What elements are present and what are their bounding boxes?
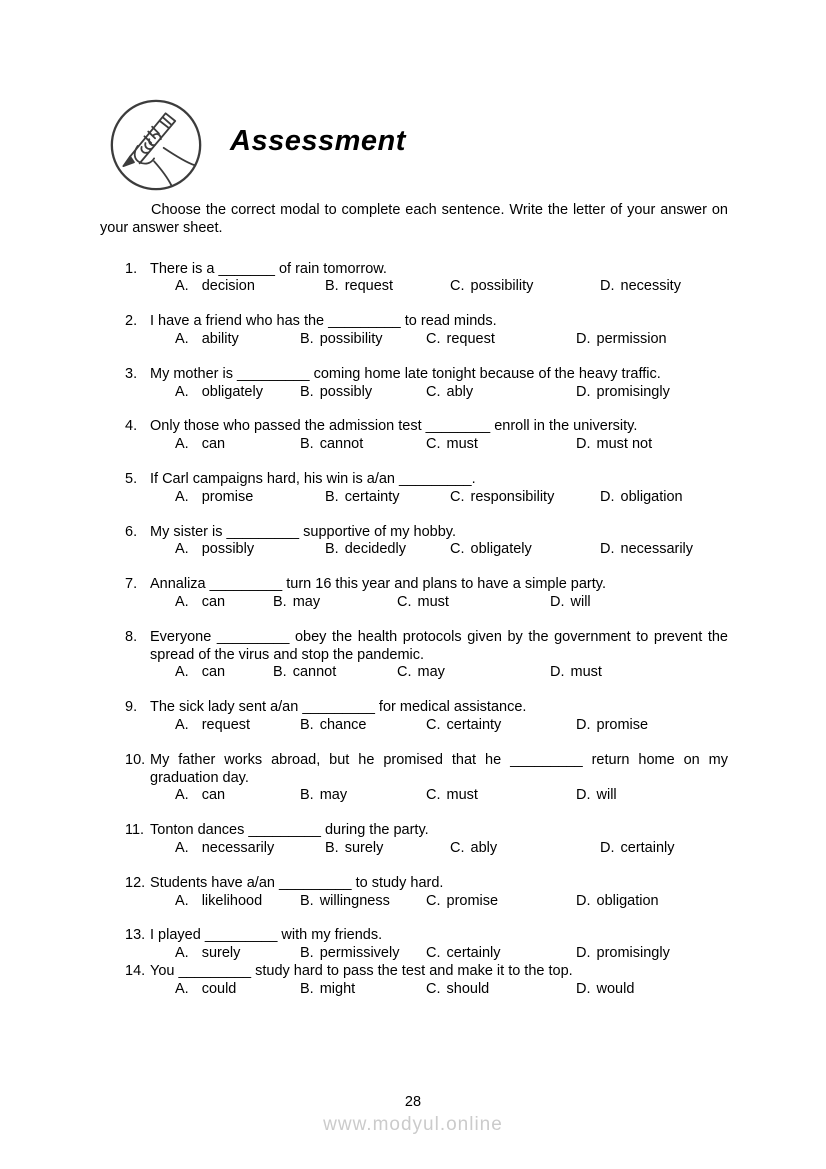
option-d xyxy=(576,331,667,349)
question-item xyxy=(125,471,728,507)
question-item xyxy=(125,699,728,735)
option-text: obligately xyxy=(470,541,532,558)
option-letter: A. xyxy=(175,839,189,856)
option-letter: D. xyxy=(600,278,615,295)
option-text: must xyxy=(570,664,602,681)
question-text: Annaliza _________ turn 16 this year and plans to have a simple party. xyxy=(150,576,606,593)
option-text: could xyxy=(201,980,237,997)
option-d xyxy=(600,278,681,296)
option-letter: D. xyxy=(576,383,591,400)
option-c xyxy=(426,331,576,349)
options-row xyxy=(175,893,728,911)
option-text: certainly xyxy=(620,839,675,856)
question-number: 11. xyxy=(125,822,145,839)
option-text: certainty xyxy=(446,716,502,733)
option-letter: B. xyxy=(300,436,314,453)
option-text: ability xyxy=(201,330,239,347)
question-item xyxy=(125,875,728,911)
option-letter: A. xyxy=(175,980,189,997)
option-text: cannot xyxy=(319,436,364,453)
question-number: 10. xyxy=(125,751,146,768)
option-text: ably xyxy=(446,383,474,400)
option-text: necessarily xyxy=(620,541,694,558)
option-letter: C. xyxy=(426,980,441,997)
option-d xyxy=(600,840,675,858)
options-row xyxy=(175,981,728,999)
option-text: will xyxy=(596,787,617,804)
option-text: must not xyxy=(596,436,653,453)
option-text: must xyxy=(446,436,478,453)
option-text: request xyxy=(344,278,394,295)
question-item xyxy=(125,576,728,612)
option-text: certainly xyxy=(446,945,501,962)
option-letter: B. xyxy=(273,664,287,681)
question-item xyxy=(125,822,728,858)
option-c xyxy=(397,664,550,682)
option-letter: D. xyxy=(576,330,591,347)
question-number: 9. xyxy=(125,699,138,716)
option-text: certainty xyxy=(344,488,400,505)
option-text: may xyxy=(417,664,445,681)
option-d xyxy=(550,594,591,612)
option-text: promise xyxy=(596,716,649,733)
question-number: 7. xyxy=(125,576,138,593)
option-text: can xyxy=(201,664,226,681)
option-text: permission xyxy=(596,330,667,347)
option-letter: D. xyxy=(550,664,565,681)
option-text: decidedly xyxy=(344,541,406,558)
assessment-header xyxy=(108,96,728,194)
option-letter: D. xyxy=(550,593,565,610)
option-c xyxy=(450,489,600,507)
option-text: possibility xyxy=(319,330,383,347)
option-letter: B. xyxy=(273,593,287,610)
option-text: promise xyxy=(446,892,499,909)
option-c xyxy=(426,717,576,735)
option-text: will xyxy=(570,593,591,610)
page-title: Assessment xyxy=(230,125,406,158)
option-a xyxy=(175,489,325,507)
option-letter: C. xyxy=(397,664,412,681)
question-number: 6. xyxy=(125,523,138,540)
option-text: can xyxy=(201,593,226,610)
options-row xyxy=(175,278,728,296)
question-number: 3. xyxy=(125,365,138,382)
question-item xyxy=(125,752,728,805)
option-c xyxy=(397,594,550,612)
option-letter: C. xyxy=(426,383,441,400)
options-row xyxy=(175,384,728,402)
question-text: Tonton dances _________ during the party. xyxy=(150,822,429,839)
option-letter: C. xyxy=(426,330,441,347)
question-text: I have a friend who has the _________ to read minds. xyxy=(150,313,497,330)
option-a xyxy=(175,945,300,963)
option-letter: D. xyxy=(576,716,591,733)
option-a xyxy=(175,981,300,999)
option-c xyxy=(426,787,576,805)
option-letter: C. xyxy=(426,436,441,453)
option-d xyxy=(576,436,652,454)
option-text: would xyxy=(596,980,635,997)
option-b xyxy=(325,840,450,858)
question-number: 14. xyxy=(125,962,146,979)
options-row xyxy=(175,331,728,349)
question-number: 8. xyxy=(125,628,138,645)
option-c xyxy=(426,384,576,402)
option-text: cannot xyxy=(292,664,337,681)
option-letter: C. xyxy=(426,945,441,962)
options-row xyxy=(175,717,728,735)
option-text: obligation xyxy=(620,488,683,505)
option-text: can xyxy=(201,787,226,804)
option-b xyxy=(325,489,450,507)
question-number: 2. xyxy=(125,313,138,330)
option-text: promise xyxy=(201,488,254,505)
option-d xyxy=(576,717,648,735)
option-text: promisingly xyxy=(596,945,670,962)
option-b xyxy=(325,278,450,296)
option-letter: D. xyxy=(576,436,591,453)
option-letter: C. xyxy=(450,488,465,505)
option-letter: D. xyxy=(576,787,591,804)
option-c xyxy=(450,840,600,858)
options-row xyxy=(175,840,728,858)
option-text: necessarily xyxy=(201,839,275,856)
question-item xyxy=(125,418,728,454)
option-text: necessity xyxy=(620,278,681,295)
option-text: decision xyxy=(201,278,255,295)
option-text: promisingly xyxy=(596,383,670,400)
question-number: 5. xyxy=(125,470,138,487)
option-text: request xyxy=(446,330,495,347)
option-letter: B. xyxy=(300,330,314,347)
option-a xyxy=(175,331,300,349)
option-d xyxy=(600,489,683,507)
option-text: possibly xyxy=(319,383,373,400)
option-text: must xyxy=(417,593,449,610)
option-text: ably xyxy=(470,839,498,856)
option-a xyxy=(175,787,300,805)
option-letter: D. xyxy=(576,892,591,909)
option-letter: A. xyxy=(175,278,189,295)
option-c xyxy=(450,541,600,559)
option-letter: B. xyxy=(325,278,339,295)
option-b xyxy=(300,384,426,402)
option-text: obligately xyxy=(201,383,263,400)
option-b xyxy=(300,981,426,999)
option-letter: B. xyxy=(325,488,339,505)
question-text: My mother is _________ coming home late tonight because of the heavy traffic. xyxy=(150,365,661,382)
instructions-text: Choose the correct modal to complete each sentence. Write the letter of your answer on your answer sheet. xyxy=(100,202,728,236)
option-text: might xyxy=(319,980,356,997)
question-number: 4. xyxy=(125,418,138,435)
option-letter: A. xyxy=(175,716,189,733)
question-text: Everyone _________ obey the health protocols given by the government to prevent the spread of the virus and stop the pandemic. xyxy=(150,628,728,663)
option-letter: C. xyxy=(450,541,465,558)
option-letter: A. xyxy=(175,541,189,558)
watermark-text: www.modyul.online xyxy=(323,1114,503,1135)
option-text: possibility xyxy=(470,278,534,295)
option-a xyxy=(175,840,325,858)
option-letter: C. xyxy=(426,787,441,804)
option-text: willingness xyxy=(319,892,390,909)
options-row xyxy=(175,541,728,559)
question-item xyxy=(125,366,728,402)
question-text: I played _________ with my friends. xyxy=(150,927,383,944)
option-letter: B. xyxy=(300,980,314,997)
option-text: may xyxy=(292,593,321,610)
question-item xyxy=(125,313,728,349)
option-letter: B. xyxy=(300,945,314,962)
option-letter: C. xyxy=(426,716,441,733)
option-d xyxy=(576,384,670,402)
questions-list xyxy=(100,261,728,999)
option-a xyxy=(175,541,325,559)
option-letter: B. xyxy=(325,541,339,558)
option-b xyxy=(325,541,450,559)
question-text: My sister is _________ supportive of my hobby. xyxy=(150,523,457,540)
option-a xyxy=(175,893,300,911)
question-text: You _________ study hard to pass the test and make it to the top. xyxy=(150,962,573,979)
question-text: My father works abroad, but he promised that he _________ return home on my graduation day. xyxy=(150,751,728,786)
question-item xyxy=(125,963,728,999)
option-letter: D. xyxy=(576,945,591,962)
question-number: 1. xyxy=(125,260,138,277)
option-d xyxy=(576,945,670,963)
option-letter: D. xyxy=(600,839,615,856)
option-a xyxy=(175,436,300,454)
option-letter: A. xyxy=(175,593,189,610)
question-number: 12. xyxy=(125,874,146,891)
option-text: must xyxy=(446,787,478,804)
option-text: obligation xyxy=(596,892,659,909)
option-d xyxy=(600,541,693,559)
question-text: There is a _______ of rain tomorrow. xyxy=(150,260,387,277)
option-text: can xyxy=(201,436,226,453)
option-letter: C. xyxy=(450,839,465,856)
option-letter: A. xyxy=(175,383,189,400)
option-a xyxy=(175,278,325,296)
option-a xyxy=(175,717,300,735)
page-number: 28 xyxy=(404,1094,422,1110)
option-b xyxy=(300,945,426,963)
question-number: 13. xyxy=(125,927,146,944)
option-a xyxy=(175,664,273,682)
option-letter: D. xyxy=(600,488,615,505)
option-d xyxy=(550,664,602,682)
options-row xyxy=(175,489,728,507)
question-text: If Carl campaigns hard, his win is a/an _________. xyxy=(150,470,476,487)
option-text: chance xyxy=(319,716,367,733)
option-d xyxy=(576,893,659,911)
option-text: permissively xyxy=(319,945,400,962)
question-text: The sick lady sent a/an _________ for medical assistance. xyxy=(150,699,527,716)
options-row xyxy=(175,436,728,454)
option-b xyxy=(300,787,426,805)
option-d xyxy=(576,981,634,999)
option-letter: D. xyxy=(600,541,615,558)
option-letter: A. xyxy=(175,787,189,804)
writing-hand-icon xyxy=(108,96,204,194)
option-b xyxy=(300,893,426,911)
options-row xyxy=(175,787,728,805)
option-letter: B. xyxy=(300,892,314,909)
option-text: surely xyxy=(344,839,384,856)
options-row xyxy=(175,945,728,963)
option-c xyxy=(426,893,576,911)
option-letter: A. xyxy=(175,330,189,347)
option-letter: C. xyxy=(397,593,412,610)
option-c xyxy=(426,436,576,454)
option-c xyxy=(426,945,576,963)
option-letter: B. xyxy=(300,787,314,804)
option-text: surely xyxy=(201,945,241,962)
option-b xyxy=(273,594,397,612)
option-letter: B. xyxy=(300,716,314,733)
option-b xyxy=(300,331,426,349)
option-letter: C. xyxy=(426,892,441,909)
option-letter: A. xyxy=(175,945,189,962)
question-item xyxy=(125,524,728,560)
option-b xyxy=(300,717,426,735)
option-c xyxy=(426,981,576,999)
option-text: may xyxy=(319,787,348,804)
option-letter: B. xyxy=(300,383,314,400)
option-text: responsibility xyxy=(470,488,555,505)
option-a xyxy=(175,384,300,402)
option-text: likelihood xyxy=(201,892,263,909)
question-item xyxy=(125,261,728,297)
option-letter: A. xyxy=(175,436,189,453)
question-item xyxy=(125,927,728,963)
option-letter: B. xyxy=(325,839,339,856)
question-text: Students have a/an _________ to study hard. xyxy=(150,874,444,891)
option-c xyxy=(450,278,600,296)
option-letter: D. xyxy=(576,980,591,997)
option-a xyxy=(175,594,273,612)
option-d xyxy=(576,787,617,805)
question-text: Only those who passed the admission test ________ enroll in the university. xyxy=(150,418,638,435)
option-text: request xyxy=(201,716,251,733)
option-b xyxy=(273,664,397,682)
option-letter: A. xyxy=(175,488,189,505)
option-text: possibly xyxy=(201,541,255,558)
options-row xyxy=(175,664,728,682)
options-row xyxy=(175,594,728,612)
option-letter: A. xyxy=(175,892,189,909)
option-b xyxy=(300,436,426,454)
option-text: should xyxy=(446,980,490,997)
option-letter: C. xyxy=(450,278,465,295)
option-letter: A. xyxy=(175,664,189,681)
question-item xyxy=(125,629,728,682)
